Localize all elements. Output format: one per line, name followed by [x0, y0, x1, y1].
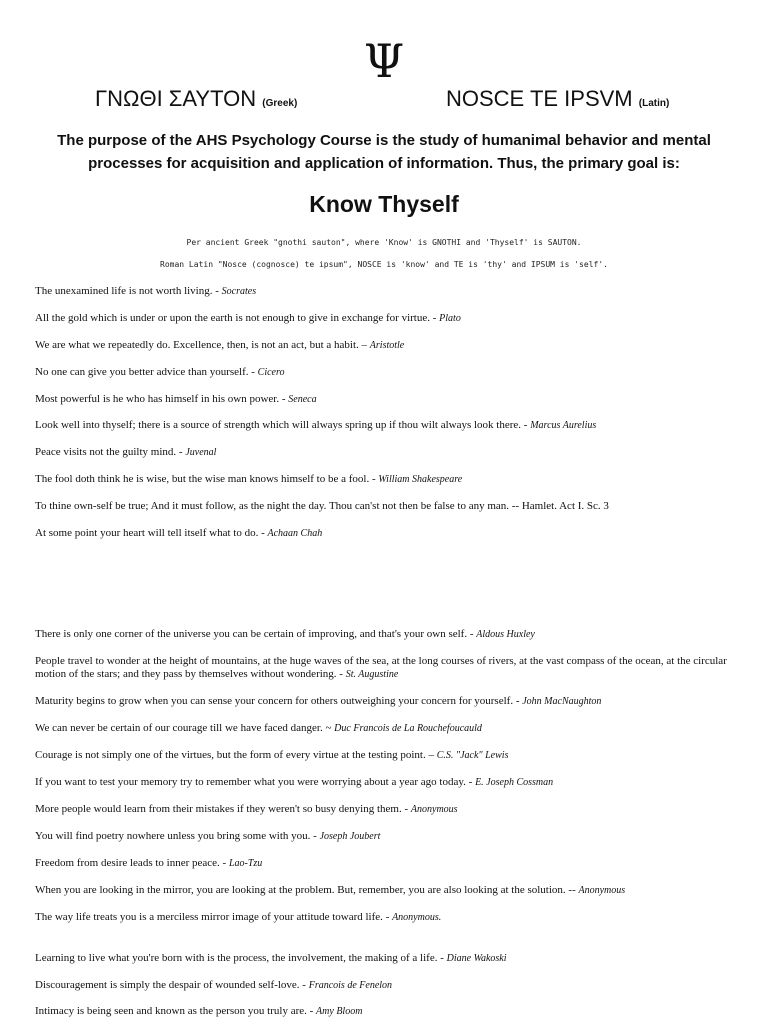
quote-text: If you want to test your memory try to remember what you were worrying about a year ago today. -	[35, 776, 476, 788]
quote-author: Aristotle	[369, 340, 405, 351]
quote-author: Aldous Huxley	[476, 629, 535, 640]
quote-text: There is only one corner of the universe you can be certain of improving, and that's your own self. -	[35, 628, 477, 640]
quote-author: Plato	[439, 313, 461, 324]
quote-text: Learning to live what you're born with is the process, the involvement, the making of a life. -	[35, 952, 447, 964]
quote-text: The fool doth think he is wise, but the wise man knows himself to be a fool. -	[35, 473, 379, 485]
quote-author: Diane Wakoski	[446, 953, 507, 964]
quote-text: Discouragement is simply the despair of wounded self-love. -	[35, 979, 309, 991]
latin-motto	[446, 86, 669, 117]
quote-author: William Shakespeare	[378, 474, 463, 485]
quote-author: Marcus Aurelius	[530, 420, 597, 431]
quote	[35, 722, 735, 735]
quote	[35, 628, 735, 641]
quote-text: Intimacy is being seen and known as the person you truly are. -	[35, 1005, 317, 1017]
quote	[35, 366, 735, 379]
quote-author: Amy Bloom	[316, 1006, 363, 1017]
latin-tag: (Latin)	[638, 98, 670, 109]
quote	[35, 473, 735, 486]
quote	[35, 446, 735, 459]
quote-author: C.S. "Jack" Lewis	[436, 750, 509, 761]
quote-author: John MacNaughton	[522, 696, 602, 707]
quote-author: Duc Francois de La Rouchefoucauld	[334, 723, 482, 734]
quote-text: Peace visits not the guilty mind. -	[35, 446, 186, 458]
quote-text: No one can give you better advice than yourself. -	[35, 366, 258, 378]
quote	[35, 285, 735, 298]
quote	[35, 803, 735, 816]
quote	[35, 419, 735, 432]
quote-author: Juvenal	[185, 447, 217, 458]
quote-author: E. Joseph Cossman	[475, 777, 554, 788]
etymology-latin: Roman Latin "Nosce (cognosce) te ipsum", NOSCE is 'know' and TE is 'thy' and IPSUM is 'self'.	[160, 260, 608, 269]
quote-author: St. Augustine	[345, 669, 399, 680]
quote	[35, 776, 735, 789]
greek-motto-text: ΓΝΩΘΙ ΣΑΥΤΟΝ	[95, 86, 257, 111]
quote	[35, 857, 735, 870]
quote-author: Achaan Chah	[267, 528, 323, 539]
quote-text: Most powerful is he who has himself in his own power. -	[35, 393, 289, 405]
quote	[35, 339, 735, 352]
etymology-greek: Per ancient Greek "gnothi sauton", where 'Know' is GNOTHI and 'Thyself' is SAUTON.	[186, 238, 582, 247]
psi-symbol: Ψ	[363, 34, 405, 88]
quote-author: Anonymous.	[392, 912, 442, 923]
quote	[35, 500, 735, 513]
quote-text: Maturity begins to grow when you can sense your concern for others outweighing your concern for yourself. -	[35, 695, 523, 707]
quote-text: Look well into thyself; there is a source of strength which will always spring up if thou wilt always look there. -	[35, 419, 531, 431]
quote-text: Courage is not simply one of the virtues, but the form of every virtue at the testing point. –	[35, 749, 437, 761]
quote-text: To thine own-self be true; And it must follow, as the night the day. Thou can'st not then be false to any man. -- Hamlet. Act I. Sc. 3	[35, 500, 609, 512]
quote	[35, 312, 735, 325]
quote	[35, 655, 735, 681]
quote	[35, 830, 735, 843]
quote-text: When you are looking in the mirror, you are looking at the problem. But, remember, you are also looking at the solution. --	[35, 884, 579, 896]
quote-text: Freedom from desire leads to inner peace. -	[35, 857, 229, 869]
quote	[35, 1005, 735, 1018]
quote-text: We can never be certain of our courage till we have faced danger. ~	[35, 722, 335, 734]
page-title: Know Thyself	[309, 191, 459, 217]
quote-text: The unexamined life is not worth living. -	[35, 285, 222, 297]
quote-text: At some point your heart will tell itself what to do. -	[35, 527, 268, 539]
quote-text: All the gold which is under or upon the earth is not enough to give in exchange for virtue. -	[35, 312, 440, 324]
quote-text: The way life treats you is a merciless mirror image of your attitude toward life. -	[35, 911, 393, 923]
greek-motto	[95, 86, 297, 117]
quote	[35, 911, 735, 924]
quote	[35, 979, 735, 992]
quote	[35, 527, 735, 540]
quote-author: Francois de Fenelon	[308, 980, 393, 991]
quote-author: Socrates	[221, 286, 257, 297]
quote	[35, 952, 735, 965]
quote-author: Joseph Joubert	[319, 831, 381, 842]
quote	[35, 393, 735, 406]
quote-author: Lao-Tzu	[228, 858, 263, 869]
quote-text: We are what we repeatedly do. Excellence, then, is not an act, but a habit. –	[35, 339, 370, 351]
quote-text: More people would learn from their mistakes if they weren't so busy denying them. -	[35, 803, 411, 815]
quote-author: Anonymous	[410, 804, 458, 815]
quote	[35, 695, 735, 708]
quote	[35, 884, 735, 897]
quote-author: Cicero	[257, 367, 285, 378]
greek-tag: (Greek)	[262, 98, 298, 109]
quote-text: People travel to wonder at the height of mountains, at the huge waves of the sea, at the long courses of rivers, at the vast compass of the ocean, at the circular motion of the stars; and they pass by themselves without wondering. -	[35, 655, 727, 680]
quote-author: Anonymous	[578, 885, 626, 896]
quote	[35, 749, 735, 762]
latin-motto-text: NOSCE TE IPSVM	[446, 86, 633, 111]
purpose-statement: The purpose of the AHS Psychology Course is the study of humanimal behavior and mental processes for acquisition and application of information. Thus, the primary goal is:	[57, 132, 711, 172]
quote-author: Seneca	[288, 394, 317, 405]
quote-text: You will find poetry nowhere unless you bring some with you. -	[35, 830, 320, 842]
